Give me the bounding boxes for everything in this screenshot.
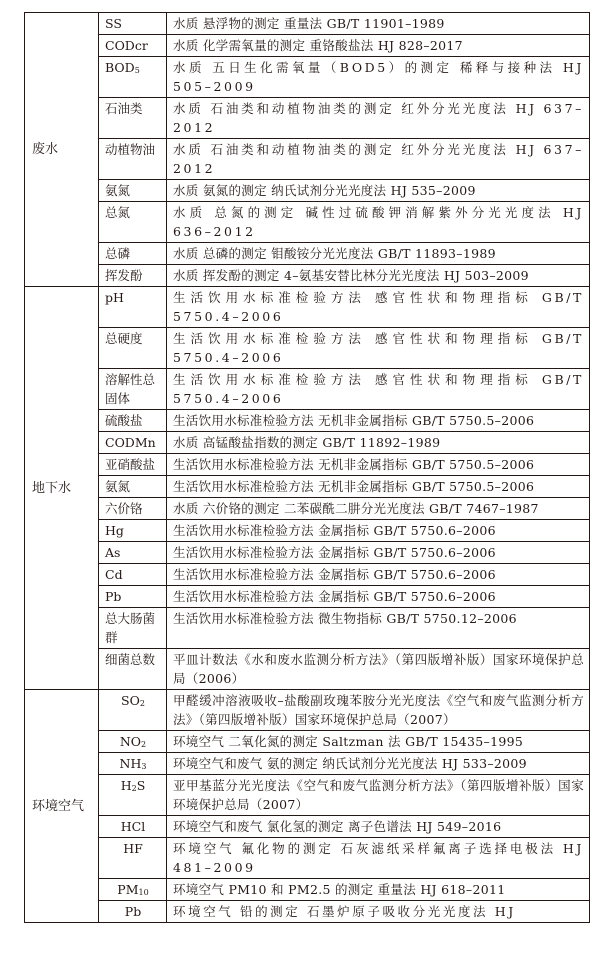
item-cell: 硫酸盐 bbox=[99, 410, 167, 432]
table-row bbox=[25, 608, 590, 649]
item-text-tail: S bbox=[136, 778, 146, 793]
method-cell: 环境空气和废气 氨的测定 纳氏试剂分光光度法 HJ 533–2009 bbox=[167, 753, 590, 775]
method-cell: 生活饮用水标准检验方法 金属指标 GB/T 5750.6–2006 bbox=[167, 586, 590, 608]
table-row bbox=[25, 287, 590, 328]
method-cell: 水质 挥发酚的测定 4–氨基安替比林分光光度法 HJ 503–2009 bbox=[167, 265, 590, 287]
table-row bbox=[25, 649, 590, 690]
item-cell: As bbox=[99, 542, 167, 564]
table-row bbox=[25, 57, 590, 98]
method-cell: 环境空气 铅的测定 石墨炉原子吸收分光光度法 HJ bbox=[167, 901, 590, 923]
method-cell: 生活饮用水标准检验方法 感官性状和物理指标 GB/T 5750.4–2006 bbox=[167, 328, 590, 369]
item-subscript: 2 bbox=[131, 784, 137, 793]
item-cell bbox=[99, 775, 167, 816]
item-cell: Cd bbox=[99, 564, 167, 586]
category-ambient-air: 环境空气 bbox=[25, 690, 99, 923]
method-cell: 水质 氨氮的测定 纳氏试剂分光光度法 HJ 535–2009 bbox=[167, 180, 590, 202]
item-text: NH bbox=[119, 756, 142, 771]
item-text: NO bbox=[119, 734, 142, 749]
category-wastewater: 废水 bbox=[25, 13, 99, 287]
table-row bbox=[25, 731, 590, 753]
item-cell: CODcr bbox=[99, 35, 167, 57]
method-cell: 水质 悬浮物的测定 重量法 GB/T 11901–1989 bbox=[167, 13, 590, 35]
item-text: BOD bbox=[105, 60, 135, 75]
item-cell: HCl bbox=[99, 816, 167, 838]
method-cell: 水质 总氮的测定 碱性过硫酸钾消解紫外分光光度法 HJ 636–2012 bbox=[167, 202, 590, 243]
method-cell: 平皿计数法《水和废水监测分析方法》（第四版增补版）国家环境保护总局（2006） bbox=[167, 649, 590, 690]
table-row bbox=[25, 98, 590, 139]
table-row bbox=[25, 454, 590, 476]
method-cell: 亚甲基蓝分光光度法《空气和废气监测分析方法》（第四版增补版）国家环境保护总局（2007） bbox=[167, 775, 590, 816]
item-cell bbox=[99, 690, 167, 731]
item-cell: 亚硝酸盐 bbox=[99, 454, 167, 476]
table-row bbox=[25, 498, 590, 520]
item-cell bbox=[99, 731, 167, 753]
item-cell: 总氮 bbox=[99, 202, 167, 243]
method-cell: 生活饮用水标准检验方法 金属指标 GB/T 5750.6–2006 bbox=[167, 564, 590, 586]
method-cell: 水质 五日生化需氧量（BOD5）的测定 稀释与接种法 HJ 505–2009 bbox=[167, 57, 590, 98]
table-row bbox=[25, 202, 590, 243]
table-row bbox=[25, 901, 590, 923]
item-cell: 总硬度 bbox=[99, 328, 167, 369]
table-row bbox=[25, 775, 590, 816]
table-row bbox=[25, 410, 590, 432]
item-cell: 动植物油 bbox=[99, 139, 167, 180]
item-cell: Pb bbox=[99, 901, 167, 923]
table-row bbox=[25, 139, 590, 180]
item-cell: 总大肠菌群 bbox=[99, 608, 167, 649]
table-row bbox=[25, 432, 590, 454]
item-cell: 六价铬 bbox=[99, 498, 167, 520]
item-cell: CODMn bbox=[99, 432, 167, 454]
item-cell bbox=[99, 57, 167, 98]
table-row bbox=[25, 564, 590, 586]
item-text: H bbox=[120, 778, 132, 793]
method-cell: 生活饮用水标准检验方法 无机非金属指标 GB/T 5750.5–2006 bbox=[167, 410, 590, 432]
method-cell: 生活饮用水标准检验方法 金属指标 GB/T 5750.6–2006 bbox=[167, 520, 590, 542]
table-row bbox=[25, 816, 590, 838]
item-subscript: 10 bbox=[138, 888, 149, 897]
table-row bbox=[25, 369, 590, 410]
method-cell: 生活饮用水标准检验方法 无机非金属指标 GB/T 5750.5–2006 bbox=[167, 476, 590, 498]
method-cell: 生活饮用水标准检验方法 无机非金属指标 GB/T 5750.5–2006 bbox=[167, 454, 590, 476]
category-groundwater: 地下水 bbox=[25, 287, 99, 690]
method-cell: 水质 石油类和动植物油类的测定 红外分光光度法 HJ 637–2012 bbox=[167, 139, 590, 180]
table-row bbox=[25, 586, 590, 608]
table-row bbox=[25, 838, 590, 879]
table-row bbox=[25, 520, 590, 542]
method-cell: 水质 化学需氧量的测定 重铬酸盐法 HJ 828–2017 bbox=[167, 35, 590, 57]
item-cell: 石油类 bbox=[99, 98, 167, 139]
method-cell: 水质 高锰酸盐指数的测定 GB/T 11892–1989 bbox=[167, 432, 590, 454]
monitoring-methods-table bbox=[24, 12, 590, 923]
item-cell bbox=[99, 753, 167, 775]
table-row bbox=[25, 328, 590, 369]
table-row bbox=[25, 243, 590, 265]
item-subscript: 5 bbox=[134, 66, 140, 75]
method-cell: 环境空气 PM10 和 PM2.5 的测定 重量法 HJ 618–2011 bbox=[167, 879, 590, 901]
table-row bbox=[25, 690, 590, 731]
method-cell: 水质 石油类和动植物油类的测定 红外分光光度法 HJ 637–2012 bbox=[167, 98, 590, 139]
method-cell: 水质 总磷的测定 钼酸铵分光光度法 GB/T 11893–1989 bbox=[167, 243, 590, 265]
table-row bbox=[25, 180, 590, 202]
method-cell: 生活饮用水标准检验方法 微生物指标 GB/T 5750.12–2006 bbox=[167, 608, 590, 649]
item-text: SO bbox=[121, 693, 140, 708]
table-row bbox=[25, 476, 590, 498]
table-row bbox=[25, 753, 590, 775]
item-cell: 细菌总数 bbox=[99, 649, 167, 690]
method-cell: 生活饮用水标准检验方法 金属指标 GB/T 5750.6–2006 bbox=[167, 542, 590, 564]
item-text: PM bbox=[117, 882, 139, 897]
item-cell: 总磷 bbox=[99, 243, 167, 265]
item-cell: SS bbox=[99, 13, 167, 35]
item-cell: Pb bbox=[99, 586, 167, 608]
method-cell: 甲醛缓冲溶液吸收–盐酸副玫瑰苯胺分光光度法《空气和废气监测分析方法》（第四版增补版）国家环境保护总局（2007） bbox=[167, 690, 590, 731]
item-subscript: 2 bbox=[139, 699, 145, 708]
table-row bbox=[25, 542, 590, 564]
item-cell: 氨氮 bbox=[99, 476, 167, 498]
method-cell: 生活饮用水标准检验方法 感官性状和物理指标 GB/T 5750.4–2006 bbox=[167, 369, 590, 410]
item-cell: Hg bbox=[99, 520, 167, 542]
item-cell: pH bbox=[99, 287, 167, 328]
method-cell: 生活饮用水标准检验方法 感官性状和物理指标 GB/T 5750.4–2006 bbox=[167, 287, 590, 328]
item-cell: 挥发酚 bbox=[99, 265, 167, 287]
table-row bbox=[25, 35, 590, 57]
item-subscript: 2 bbox=[141, 740, 147, 749]
method-cell: 水质 六价铬的测定 二苯碳酰二肼分光光度法 GB/T 7467–1987 bbox=[167, 498, 590, 520]
item-cell: 氨氮 bbox=[99, 180, 167, 202]
method-cell: 环境空气 二氧化氮的测定 Saltzman 法 GB/T 15435–1995 bbox=[167, 731, 590, 753]
item-cell bbox=[99, 879, 167, 901]
table-row bbox=[25, 265, 590, 287]
item-cell: HF bbox=[99, 838, 167, 879]
method-cell: 环境空气 氟化物的测定 石灰滤纸采样氟离子选择电极法 HJ 481–2009 bbox=[167, 838, 590, 879]
table-row bbox=[25, 13, 590, 35]
table-row bbox=[25, 879, 590, 901]
method-cell: 环境空气和废气 氯化氢的测定 离子色谱法 HJ 549–2016 bbox=[167, 816, 590, 838]
item-subscript: 3 bbox=[141, 762, 147, 771]
item-cell: 溶解性总固体 bbox=[99, 369, 167, 410]
